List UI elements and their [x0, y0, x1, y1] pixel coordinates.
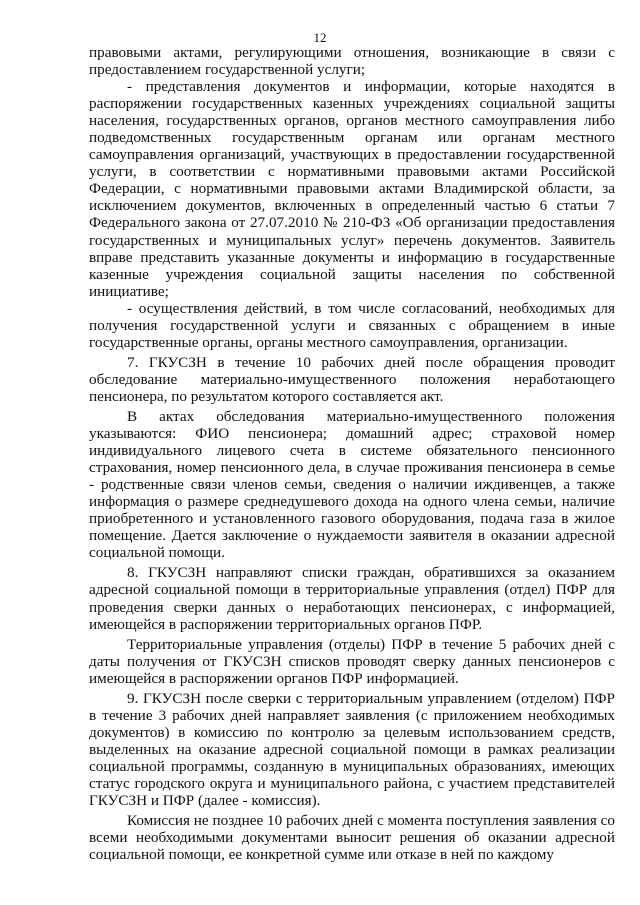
- paragraph-pfr-verification: Территориальные управления (отделы) ПФР в течение 5 рабочих дней с даты получения от ГКУСЗН списков проводят сверку данных пенсионеров с имеющейся в распоряжении органов ПФР информацией.: [89, 635, 615, 687]
- paragraph-commission-decision: Комиссия не позднее 10 рабочих дней с момента поступления заявления со всеми необходимыми документами выносит решения об оказании адресной социальной помощи, ее конкретной сумме или отказе в ней по каждому: [89, 812, 616, 864]
- paragraph-list-item-documents: - представления документов и информации, которые находятся в распоряжении государственных казенных учреждениях социальной защиты населения, государственных органов, органов местного самоуправления либо подведомственных государственным органам или органам местного самоуправления организаций, участвующих в предоставлении государственной услуги, в соответствии с нормативными правовыми актами Российской Федерации, с нормативными правовыми актами Владимирской области, за исключением документов, включенных в определенный частью 6 статьи 7 Федерального закона от 27.07.2010 № 210-ФЗ «Об организации предоставления государственных и муниципальных услуг» перечень документов. Заявитель вправе представить указанные документы и информацию в государственные казенные учреждения социальной защиты населения по собственной инициативе;: [89, 78, 615, 300]
- paragraph-inspection-acts: В актах обследования материально-имущественного положения указываются: ФИО пенсионера; домашний адрес; страховой номер индивидуального лицевого счета в системе обязательного пенсионного страхования, номер пенсионного дела, в случае проживания пенсионера в семье - родственные связи членов семьи, сведения о наличии иждивенцев, а также информация о размере среднедушевого дохода на одного члена семьи, наличие приобретенного и установленного газового оборудования, подача газа в жилое помещение. Дается заключение о нуждаемости заявителя в оказании адресной социальной помощи.: [89, 407, 615, 562]
- paragraph-list-item-actions: - осуществления действий, в том числе согласований, необходимых для получения государственной услуги и связанных с обращением в иные государственные органы, органы местного самоуправления, организации.: [89, 299, 615, 351]
- page-number: 12: [313, 30, 327, 45]
- document-body: [89, 44, 615, 863]
- paragraph-item-9: 9. ГКУСЗН после сверки с территориальным управлением (отделом) ПФР в течение 3 рабочих дней направляет заявления (с приложением необходимых документов) в комиссию по контролю за целевым использованием средств, выделенных на оказание адресной социальной помощи в рамках реализации социальной программы, созданную в муниципальных образованиях, имеющих статус городского округа и муниципального района, с участием представителей ГКУСЗН и ПФР (далее - комиссия).: [89, 689, 615, 810]
- paragraph-item-7: 7. ГКУСЗН в течение 10 рабочих дней после обращения проводит обследование материально-имущественного положения неработающего пенсионера, по результатом которого составляется акт.: [89, 353, 615, 405]
- paragraph-item-8: 8. ГКУСЗН направляют списки граждан, обратившихся за оказанием адресной социальной помощи в территориальные управления (отдел) ПФР для проведения сверки данных о неработающих пенсионерах, с информацией, имеющейся в распоряжении территориальных органов ПФР.: [89, 564, 615, 633]
- paragraph-continuation: правовыми актами, регулирующими отношения, возникающие в связи с предоставлением государственной услуги;: [89, 44, 615, 79]
